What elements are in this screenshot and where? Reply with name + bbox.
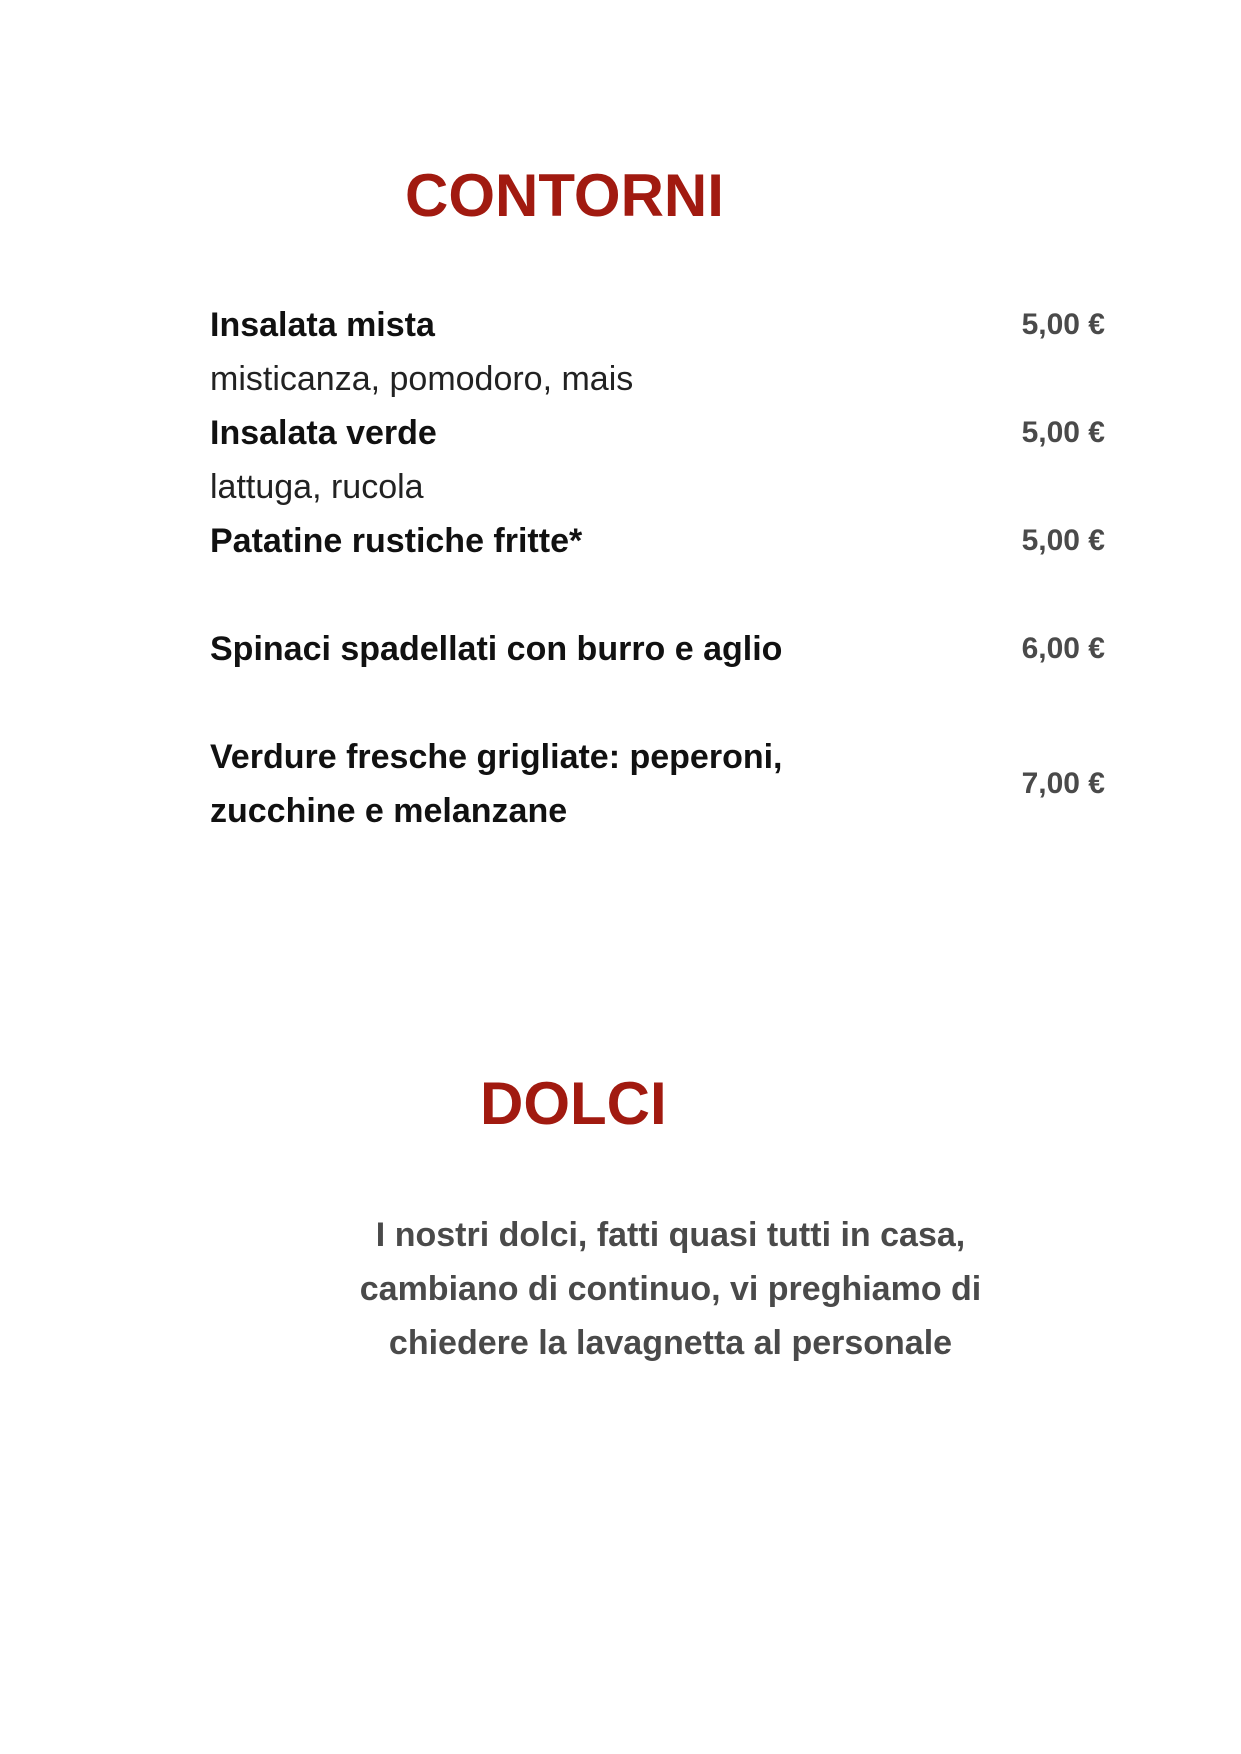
menu-item-verdure-grigliate (210, 730, 1105, 838)
item-price: 5,00 € (1021, 416, 1105, 449)
dolci-title: DOLCI (480, 1070, 667, 1137)
dolci-text-line: cambiano di continuo, vi preghiamo di (359, 1270, 982, 1308)
item-price: 7,00 € (1021, 767, 1105, 800)
dolci-text-line: I nostri dolci, fatti quasi tutti in casa, (375, 1216, 966, 1254)
menu-item-spinaci (210, 622, 1105, 676)
item-name: Spinaci spadellati con burro e aglio (210, 630, 783, 668)
item-price: 5,00 € (1021, 308, 1105, 341)
item-price: 6,00 € (1021, 632, 1105, 665)
menu-item-insalata-verde (210, 406, 1105, 514)
spacer (210, 568, 1105, 622)
item-description: misticanza, pomodoro, mais (210, 360, 634, 398)
item-name-line1: Verdure fresche grigliate: peperoni, (210, 738, 783, 776)
item-name: Insalata mista (210, 306, 435, 344)
menu-item-patatine (210, 514, 1105, 568)
item-description: lattuga, rucola (210, 468, 424, 506)
menu-item-insalata-mista (210, 298, 1105, 406)
item-name: Patatine rustiche fritte* (210, 522, 583, 560)
item-name: Insalata verde (210, 414, 437, 452)
contorni-menu-list (210, 298, 1105, 838)
item-name-line2: zucchine e melanzane (210, 792, 568, 830)
dolci-description (0, 1208, 1241, 1370)
contorni-title: CONTORNI (405, 162, 724, 229)
dolci-text-line: chiedere la lavagnetta al personale (388, 1324, 953, 1362)
item-price: 5,00 € (1021, 524, 1105, 557)
spacer (210, 676, 1105, 730)
